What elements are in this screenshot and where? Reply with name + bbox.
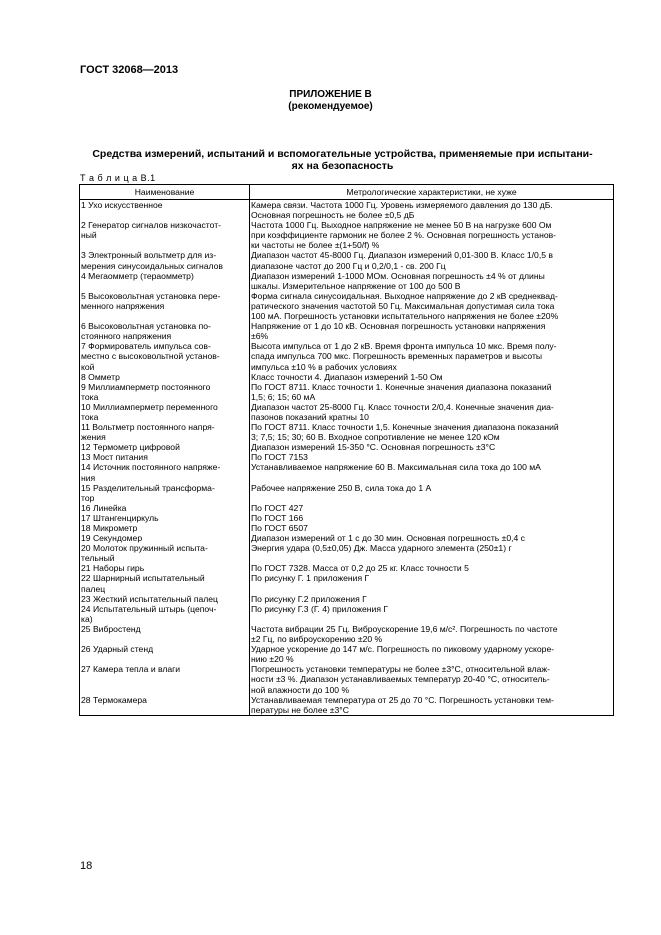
cell-name: 7 Формирователь импульса сов- местно с высоковольтной установ- кой bbox=[80, 341, 250, 371]
cell-name: 10 Миллиамперметр переменного тока bbox=[80, 402, 250, 422]
table-row bbox=[80, 695, 614, 716]
cell-name: 14 Источник постоянного напряже- ния bbox=[80, 462, 250, 482]
cell-characteristics: Напряжение от 1 до 10 кВ. Основная погрешность установки напряжения ±6% bbox=[250, 321, 614, 341]
cell-characteristics: Диапазон измерений 15-350 °С. Основная погрешность ±3°С bbox=[250, 442, 614, 452]
cell-characteristics: Устанавливаемое напряжение 60 В. Максимальная сила тока до 100 мА bbox=[250, 462, 614, 482]
appendix-title: ПРИЛОЖЕНИЕ В bbox=[289, 89, 372, 100]
cell-characteristics: По ГОСТ 6507 bbox=[250, 523, 614, 533]
document-title-line: Средства измерений, испытаний и вспомогательные устройства, применяемые при испытани- bbox=[92, 148, 593, 160]
cell-characteristics: Частота вибрации 25 Гц. Виброускорение 19,6 м/с². Погрешность по частоте ±2 Гц, по виброускорению ±20 % bbox=[250, 624, 614, 644]
table-row bbox=[80, 563, 614, 573]
cell-name: 6 Высоковольтная установка по- стоянного напряжения bbox=[80, 321, 250, 341]
cell-name: 25 Вибростенд bbox=[80, 624, 250, 644]
cell-name: 5 Высоковольтная установка пере- менного напряжения bbox=[80, 291, 250, 321]
cell-name: 1 Ухо искусственное bbox=[80, 200, 250, 221]
table-body bbox=[80, 200, 614, 716]
cell-characteristics: Диапазон частот 45-8000 Гц. Диапазон измерений 0,01-300 В. Класс 1/0,5 в диапазоне частот до 200 Гц и 0,2/0,1 - св. 200 Гц bbox=[250, 250, 614, 270]
cell-name: 26 Ударный стенд bbox=[80, 644, 250, 664]
table-row bbox=[80, 291, 614, 321]
cell-characteristics: Погрешность установки температуры не более ±3°С, относительной влаж- ности ±3 %. Диапазон устанавливаемых температур 20-40 °С, относитель- ной влажности до 100 % bbox=[250, 664, 614, 694]
cell-characteristics: Диапазон измерений 1-1000 МОм. Основная погрешность ±4 % от длины шкалы. Измерительное напряжение от 100 до 500 В bbox=[250, 271, 614, 291]
cell-name: 18 Микрометр bbox=[80, 523, 250, 533]
table-row bbox=[80, 644, 614, 664]
cell-characteristics: По ГОСТ 7328. Масса от 0,2 до 25 кг. Класс точности 5 bbox=[250, 563, 614, 573]
cell-name: 11 Вольтметр постоянного напря- жения bbox=[80, 422, 250, 442]
cell-name: 2 Генератор сигналов низкочастот- ный bbox=[80, 220, 250, 250]
table-row bbox=[80, 442, 614, 452]
cell-characteristics: Форма сигнала синусоидальная. Выходное напряжение до 2 кВ среднеквад- ратического значения частотой 50 Гц. Максимальная допустимая сила тока 100 мА. Погрешность установки испытательного напряжения не более ±20% bbox=[250, 291, 614, 321]
table-row bbox=[80, 321, 614, 341]
cell-name: 22 Шарнирный испытательный палец bbox=[80, 573, 250, 593]
cell-characteristics: По ГОСТ 8711. Класс точности 1. Конечные значения диапазона показаний 1,5; 6; 15; 60 мА bbox=[250, 382, 614, 402]
cell-characteristics: Диапазон частот 25-8000 Гц. Класс точности 2/0,4. Конечные значения диа- пазонов показаний кратны 10 bbox=[250, 402, 614, 422]
table-row bbox=[80, 533, 614, 543]
standard-header: ГОСТ 32068—2013 bbox=[80, 64, 179, 76]
column-header-name: Наименование bbox=[80, 185, 250, 200]
cell-name: 21 Наборы гирь bbox=[80, 563, 250, 573]
table-row bbox=[80, 452, 614, 462]
table-row bbox=[80, 483, 614, 503]
table-caption: Т а б л и ц а В.1 bbox=[80, 173, 156, 183]
cell-name: 28 Термокамера bbox=[80, 695, 250, 716]
table-row bbox=[80, 220, 614, 250]
cell-characteristics: По ГОСТ 166 bbox=[250, 513, 614, 523]
cell-characteristics: По рисунку Г. 1 приложения Г bbox=[250, 573, 614, 593]
equipment-table bbox=[79, 184, 614, 716]
table-row bbox=[80, 462, 614, 482]
cell-name: 15 Разделительный трансформа- тор bbox=[80, 483, 250, 503]
table-row bbox=[80, 250, 614, 270]
document-title bbox=[80, 148, 605, 172]
cell-name: 16 Линейка bbox=[80, 503, 250, 513]
cell-characteristics: По рисунку Г.3 (Г. 4) приложения Г bbox=[250, 604, 614, 624]
table-row bbox=[80, 624, 614, 644]
table-row bbox=[80, 604, 614, 624]
cell-characteristics: Камера связи. Частота 1000 Гц. Уровень измеряемого давления до 130 дБ. Основная погрешность не более ±0,5 дБ bbox=[250, 200, 614, 221]
table-row bbox=[80, 503, 614, 513]
table-row bbox=[80, 523, 614, 533]
cell-characteristics: По рисунку Г.2 приложения Г bbox=[250, 594, 614, 604]
appendix-heading bbox=[0, 89, 661, 113]
table-row bbox=[80, 271, 614, 291]
cell-name: 8 Омметр bbox=[80, 372, 250, 382]
cell-characteristics: По ГОСТ 427 bbox=[250, 503, 614, 513]
cell-characteristics: Ударное ускорение до 147 м/с. Погрешность по пиковому ударному ускоре- нию ±20 % bbox=[250, 644, 614, 664]
page-number: 18 bbox=[80, 860, 93, 872]
table-row bbox=[80, 341, 614, 371]
table-row bbox=[80, 573, 614, 593]
table-row bbox=[80, 513, 614, 523]
cell-characteristics: Частота 1000 Гц. Выходное напряжение не менее 50 В на нагрузке 600 Ом при коэффициенте гармоник не более 2 %. Основная погрешность установ- ки частоты не более ±(1+50/f) % bbox=[250, 220, 614, 250]
cell-name: 19 Секундомер bbox=[80, 533, 250, 543]
column-header-characteristics: Метрологические характеристики, не хуже bbox=[250, 185, 614, 200]
cell-characteristics: По ГОСТ 8711. Класс точности 1,5. Конечные значения диапазона показаний 3; 7,5; 15; 30; 60 В. Входное сопротивление не менее 120 кОм bbox=[250, 422, 614, 442]
table-row bbox=[80, 422, 614, 442]
cell-name: 23 Жесткий испытательный палец bbox=[80, 594, 250, 604]
cell-name: 20 Молоток пружинный испыта- тельный bbox=[80, 543, 250, 563]
cell-characteristics: Устанавливаемая температура от 25 до 70 °С. Погрешность установки тем- пературы не более ±3°С bbox=[250, 695, 614, 716]
cell-name: 13 Мост питания bbox=[80, 452, 250, 462]
cell-characteristics: Диапазон измерений от 1 с до 30 мин. Основная погрешность ±0,4 с bbox=[250, 533, 614, 543]
cell-name: 17 Штангенциркуль bbox=[80, 513, 250, 523]
cell-name: 9 Миллиамперметр постоянного тока bbox=[80, 382, 250, 402]
cell-name: 4 Мегаомметр (тераомметр) bbox=[80, 271, 250, 291]
cell-characteristics: Класс точности 4. Диапазон измерений 1-50 Ом bbox=[250, 372, 614, 382]
cell-characteristics: Рабочее напряжение 250 В, сила тока до 1 А bbox=[250, 483, 614, 503]
document-title-line: ях на безопасность bbox=[291, 160, 394, 172]
cell-name: 12 Термометр цифровой bbox=[80, 442, 250, 452]
cell-characteristics: По ГОСТ 7153 bbox=[250, 452, 614, 462]
table-row bbox=[80, 382, 614, 402]
appendix-subtitle: (рекомендуемое) bbox=[288, 101, 373, 112]
table-row bbox=[80, 543, 614, 563]
table-header-row bbox=[80, 185, 614, 200]
cell-name: 3 Электронный вольтметр для из- мерения синусоидальных сигналов bbox=[80, 250, 250, 270]
cell-name: 24 Испытательный штырь (цепоч- ка) bbox=[80, 604, 250, 624]
cell-characteristics: Высота импульса от 1 до 2 кВ. Время фронта импульса 10 мкс. Время полу- спада импульса 700 мкс. Погрешность временных параметров и высоты импульса ±10 % в рабочих условиях bbox=[250, 341, 614, 371]
table-row bbox=[80, 402, 614, 422]
cell-characteristics: Энергия удара (0,5±0,05) Дж. Масса ударного элемента (250±1) г bbox=[250, 543, 614, 563]
table-row bbox=[80, 372, 614, 382]
table-row bbox=[80, 594, 614, 604]
table-row bbox=[80, 664, 614, 694]
cell-name: 27 Камера тепла и влаги bbox=[80, 664, 250, 694]
table-row bbox=[80, 200, 614, 221]
